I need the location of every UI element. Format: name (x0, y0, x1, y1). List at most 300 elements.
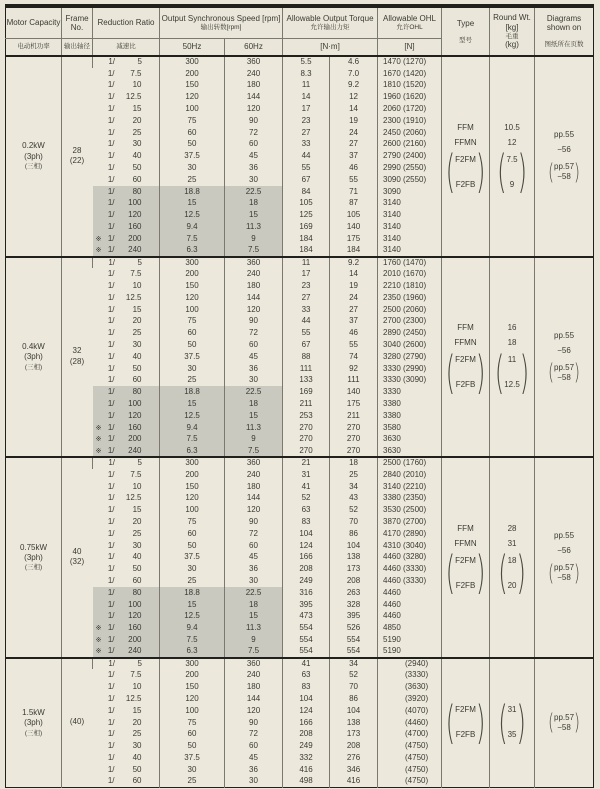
speed-50hz-cell: 100 (160, 103, 225, 115)
speed-50hz-cell: 60 (160, 528, 225, 540)
round-wt-unit: [kg] (505, 22, 519, 32)
reduction-ratio-cell: 1/ 30 (107, 340, 142, 350)
speed-50hz-cell: 30 (160, 363, 225, 375)
torque-60hz-cell: 52 (330, 504, 378, 516)
reduction-ratio-cell: 1/ 80 (93, 186, 160, 198)
speed-50hz-cell: 60 (160, 728, 225, 740)
speed-50hz-cell: 50 (160, 740, 225, 752)
reduction-ratio-cell: 1/ 120 (93, 410, 160, 422)
torque-60hz-cell: 416 (330, 776, 378, 788)
weight-cell-content: 10.5 12 ( 7.5 9 ) (497, 122, 527, 199)
torque-50hz-cell: 31 (283, 469, 330, 481)
speed-60hz-cell: 72 (225, 728, 283, 740)
torque-60hz-cell: 554 (330, 646, 378, 658)
speed-50hz-cell: 30 (160, 764, 225, 776)
torque-60hz-cell: 104 (330, 540, 378, 552)
torque-60hz-cell: 19 (330, 115, 378, 127)
torque-60hz-cell: 173 (330, 728, 378, 740)
torque-60hz-cell: 12 (330, 91, 378, 103)
torque-50hz-cell: 166 (283, 551, 330, 563)
speed-60hz-cell: 45 (225, 150, 283, 162)
speed-60hz-cell: 360 (225, 658, 283, 670)
table-header (6, 6, 594, 56)
torque-60hz-cell: 9.2 (330, 80, 378, 92)
frame-no-cell: 40 (32) (62, 457, 93, 658)
speed-50hz-cell: 50 (160, 139, 225, 151)
speed-60hz-cell: 22.5 (225, 186, 283, 198)
frame-no-label: Frame No. (65, 13, 89, 32)
torque-60hz-cell: 4.6 (330, 56, 378, 68)
speed-60hz-cell: 30 (225, 174, 283, 186)
torque-50hz-cell: 554 (283, 634, 330, 646)
col-header-type (442, 6, 490, 56)
torque-50hz-cell: 416 (283, 764, 330, 776)
torque-50hz-cell: 55 (283, 327, 330, 339)
speed-60hz-cell: 22.5 (225, 386, 283, 398)
torque-50hz-cell: 44 (283, 150, 330, 162)
reduction-ratio-cell: 1/ 100 (93, 599, 160, 611)
diagrams-cell (535, 658, 594, 788)
reduction-ratio-cell: 1/ 10 (107, 682, 142, 692)
reduction-ratio-cell: 1/ 12.5 (107, 493, 142, 503)
speed-50hz-cell: 100 (160, 705, 225, 717)
reduction-ratio-cell: ※ 1/ 240 (93, 245, 160, 257)
torque-60hz-cell: 7.0 (330, 68, 378, 80)
torque-50hz-cell: 55 (283, 162, 330, 174)
reduction-ratio-cell: 1/ 15 (107, 304, 142, 314)
col-header-round-wt (490, 6, 535, 56)
reduction-ratio-cell: 1/ 15 (107, 104, 142, 114)
round-wt-label: Round Wt. (493, 13, 531, 23)
torque-60hz-cell: 37 (330, 316, 378, 328)
speed-50hz-cell: 25 (160, 375, 225, 387)
ohl-cell: (4750) (378, 764, 442, 776)
speed-60hz-cell: 240 (225, 469, 283, 481)
reduction-ratio-cell: ※ 1/ 200 (93, 634, 160, 646)
speed-60hz-cell: 90 (225, 516, 283, 528)
torque-60hz-cell: 328 (330, 599, 378, 611)
speed-60hz-cell: 15 (225, 209, 283, 221)
speed-60hz-cell: 72 (225, 127, 283, 139)
reduction-ratio-cell: 1/ 12.5 (107, 92, 142, 102)
col-header-diagrams (535, 6, 594, 56)
col-header-reduction-ratio (93, 6, 160, 38)
speed-60hz-cell: 240 (225, 669, 283, 681)
torque-50hz-cell: 5.5 (283, 56, 330, 68)
ohl-cell: 4310 (3040) (378, 540, 442, 552)
reduction-ratio-cell: 1/ 40 (107, 351, 142, 361)
torque-50hz-cell: 33 (283, 139, 330, 151)
torque-60hz-cell: 270 (330, 445, 378, 457)
output-torque-label: Allowable Output Torque (286, 13, 374, 23)
torque-50hz-cell: 105 (283, 198, 330, 210)
col-header-ohl (378, 6, 442, 38)
label-n: [N] (404, 42, 415, 52)
type-label-cn: 型号 (459, 36, 473, 44)
weight-cell (490, 658, 535, 788)
table-row (6, 658, 594, 670)
speed-50hz-cell: 100 (160, 504, 225, 516)
label-50hz: 50Hz (182, 42, 202, 52)
speed-50hz-cell: 120 (160, 693, 225, 705)
torque-60hz-cell: 138 (330, 717, 378, 729)
torque-60hz-cell: 74 (330, 351, 378, 363)
type-cell (442, 257, 490, 458)
speed-50hz-cell: 75 (160, 717, 225, 729)
torque-60hz-cell: 24 (330, 292, 378, 304)
ohl-cell: 4460 (3330) (378, 575, 442, 587)
speed-60hz-cell: 144 (225, 492, 283, 504)
torque-60hz-cell: 24 (330, 127, 378, 139)
speed-50hz-cell: 120 (160, 91, 225, 103)
torque-50hz-cell: 332 (283, 752, 330, 764)
torque-50hz-cell: 184 (283, 233, 330, 245)
speed-50hz-cell: 37.5 (160, 752, 225, 764)
torque-60hz-cell: 27 (330, 304, 378, 316)
torque-50hz-cell: 23 (283, 280, 330, 292)
label-nm: [N·m] (320, 42, 340, 52)
frame-no-cell: (40) (62, 658, 93, 788)
torque-50hz-cell: 14 (283, 91, 330, 103)
speed-50hz-cell: 37.5 (160, 351, 225, 363)
speed-50hz-cell: 18.8 (160, 386, 225, 398)
speed-50hz-cell: 150 (160, 681, 225, 693)
col-header-n-unit (378, 38, 442, 56)
speed-50hz-cell: 50 (160, 339, 225, 351)
reduction-ratio-cell: 1/ 20 (107, 115, 142, 125)
type-cell (442, 56, 490, 257)
spec-table (5, 4, 594, 788)
speed-60hz-cell: 90 (225, 316, 283, 328)
ohl-cell: (3330) (378, 669, 442, 681)
reduction-ratio-cell: 1/ 30 (107, 741, 142, 751)
ohl-label-cn: 允许OHL (396, 23, 423, 31)
torque-50hz-cell: 63 (283, 669, 330, 681)
speed-60hz-cell: 9 (225, 434, 283, 446)
torque-60hz-cell: 526 (330, 622, 378, 634)
reduction-ratio-cell: 1/ 40 (107, 151, 142, 161)
col-header-frame-no (62, 6, 93, 38)
speed-60hz-cell: 7.5 (225, 245, 283, 257)
reduction-ratio-cell: 1/ 40 (107, 752, 142, 762)
ohl-cell: 3380 (378, 398, 442, 410)
speed-60hz-cell: 36 (225, 363, 283, 375)
torque-60hz-cell: 105 (330, 209, 378, 221)
torque-60hz-cell: 208 (330, 575, 378, 587)
ohl-cell: 3330 (2990) (378, 363, 442, 375)
reduction-ratio-cell: 1/ 25 (107, 127, 142, 137)
reduction-ratio-cell: 1/ 50 (107, 363, 142, 373)
reduction-ratio-cell: 1/ 15 (107, 505, 142, 515)
torque-50hz-cell: 208 (283, 563, 330, 575)
reduction-ratio-cell: 1/ 10 (107, 481, 142, 491)
speed-60hz-cell: 30 (225, 776, 283, 788)
ohl-cell: 1760 (1470) (378, 257, 442, 269)
torque-60hz-cell: 25 (330, 469, 378, 481)
speed-50hz-cell: 300 (160, 56, 225, 68)
ohl-cell: (4700) (378, 728, 442, 740)
ohl-cell: 4460 (378, 599, 442, 611)
torque-50hz-cell: 67 (283, 174, 330, 186)
ohl-cell: 1810 (1520) (378, 80, 442, 92)
torque-60hz-cell: 70 (330, 681, 378, 693)
speed-60hz-cell: 90 (225, 717, 283, 729)
diagrams-cell-content: pp.55 −56 ( pp.57 −58 ) (548, 330, 580, 386)
motor-capacity-cell: 0.2kW (3ph) (三相) (6, 56, 62, 257)
torque-60hz-cell: 175 (330, 233, 378, 245)
speed-60hz-cell: 60 (225, 339, 283, 351)
speed-60hz-cell: 180 (225, 80, 283, 92)
type-cell (442, 457, 490, 658)
speed-50hz-cell: 25 (160, 174, 225, 186)
torque-50hz-cell: 67 (283, 339, 330, 351)
header-row-top (6, 6, 594, 38)
reduction-ratio-cell: 1/ 7.5 (107, 469, 142, 479)
weight-cell-content: 28 31 ( 18 20 ) (498, 523, 526, 600)
ohl-cell: 2600 (2160) (378, 139, 442, 151)
reduction-ratio-cell: 1/ 7.5 (107, 670, 142, 680)
reduction-ratio-cell: 1/ 12.5 (107, 693, 142, 703)
torque-60hz-cell: 395 (330, 610, 378, 622)
speed-50hz-cell: 100 (160, 304, 225, 316)
round-wt-unit-cn: (kg) (505, 40, 519, 50)
col-header-frame-no-cn (62, 38, 93, 56)
speed-60hz-cell: 120 (225, 504, 283, 516)
speed-50hz-cell: 12.5 (160, 410, 225, 422)
reduction-ratio-cell: 1/ 7.5 (107, 68, 142, 78)
col-header-reduction-ratio-cn (93, 38, 160, 56)
torque-60hz-cell: 43 (330, 492, 378, 504)
ohl-cell: 2990 (2550) (378, 162, 442, 174)
speed-60hz-cell: 144 (225, 292, 283, 304)
reduction-ratio-cell: 1/ 120 (93, 209, 160, 221)
speed-60hz-cell: 60 (225, 740, 283, 752)
ohl-cell: 3580 (378, 422, 442, 434)
reduction-ratio-cell: 1/ 50 (107, 163, 142, 173)
speed-50hz-cell: 15 (160, 198, 225, 210)
reduction-ratio-cell: 1/ 10 (107, 80, 142, 90)
speed-60hz-cell: 36 (225, 162, 283, 174)
torque-50hz-cell: 554 (283, 622, 330, 634)
speed-50hz-cell: 18.8 (160, 587, 225, 599)
torque-60hz-cell: 9.2 (330, 257, 378, 269)
torque-60hz-cell: 86 (330, 693, 378, 705)
speed-60hz-cell: 144 (225, 91, 283, 103)
diagrams-cell-content: ( pp.57 −58 ) (548, 708, 580, 736)
reduction-ratio-cell: 1/ 5 (93, 658, 160, 670)
torque-50hz-cell: 83 (283, 681, 330, 693)
speed-60hz-cell: 180 (225, 481, 283, 493)
type-cell-content: ( F2FM F2FB ) (445, 696, 486, 750)
speed-60hz-cell: 120 (225, 304, 283, 316)
torque-60hz-cell: 46 (330, 162, 378, 174)
speed-60hz-cell: 60 (225, 139, 283, 151)
speed-50hz-cell: 12.5 (160, 209, 225, 221)
torque-50hz-cell: 8.3 (283, 68, 330, 80)
speed-60hz-cell: 144 (225, 693, 283, 705)
speed-60hz-cell: 360 (225, 457, 283, 469)
ohl-cell: 3140 (378, 221, 442, 233)
torque-60hz-cell: 138 (330, 551, 378, 563)
torque-60hz-cell: 184 (330, 245, 378, 257)
col-header-motor-capacity-cn (6, 38, 62, 56)
speed-60hz-cell: 180 (225, 681, 283, 693)
speed-60hz-cell: 45 (225, 551, 283, 563)
reduction-ratio-cell: 1/ 50 (107, 564, 142, 574)
torque-50hz-cell: 270 (283, 434, 330, 446)
torque-50hz-cell: 208 (283, 728, 330, 740)
table-body (6, 56, 594, 787)
ohl-cell: 2700 (2300) (378, 316, 442, 328)
ohl-cell: (4460) (378, 717, 442, 729)
ohl-cell: 3630 (378, 434, 442, 446)
motor-capacity-label: Motor Capacity (6, 18, 61, 28)
torque-60hz-cell: 52 (330, 669, 378, 681)
reduction-ratio-cell: 1/ 5 (93, 257, 160, 269)
table-row (6, 56, 594, 68)
reduction-ratio-cell: ※ 1/ 200 (93, 233, 160, 245)
speed-50hz-cell: 25 (160, 776, 225, 788)
speed-50hz-cell: 200 (160, 68, 225, 80)
torque-60hz-cell: 71 (330, 186, 378, 198)
speed-50hz-cell: 300 (160, 257, 225, 269)
speed-50hz-cell: 6.3 (160, 245, 225, 257)
speed-50hz-cell: 6.3 (160, 646, 225, 658)
diagrams-label: Diagrams shown on (546, 13, 582, 33)
ohl-cell: (2940) (378, 658, 442, 670)
table-row (6, 457, 594, 469)
ohl-cell: 2060 (1720) (378, 103, 442, 115)
speed-50hz-cell: 200 (160, 268, 225, 280)
type-cell-content: FFM FFMN ( F2FM F2FB ) (445, 523, 486, 600)
speed-60hz-cell: 360 (225, 56, 283, 68)
torque-60hz-cell: 211 (330, 410, 378, 422)
speed-60hz-cell: 90 (225, 115, 283, 127)
speed-60hz-cell: 240 (225, 68, 283, 80)
weight-cell (490, 257, 535, 458)
torque-50hz-cell: 11 (283, 80, 330, 92)
ohl-cell: 3630 (378, 445, 442, 457)
frame-no-cell: 32 (28) (62, 257, 93, 458)
col-header-nm-unit (283, 38, 378, 56)
torque-50hz-cell: 498 (283, 776, 330, 788)
reduction-ratio-cell: 1/ 80 (93, 386, 160, 398)
torque-60hz-cell: 270 (330, 434, 378, 446)
reduction-ratio-cell: 1/ 60 (107, 174, 142, 184)
ohl-cell: 4460 (3330) (378, 563, 442, 575)
diagrams-cell (535, 457, 594, 658)
torque-50hz-cell: 111 (283, 363, 330, 375)
speed-50hz-cell: 15 (160, 398, 225, 410)
ohl-cell: 2010 (1670) (378, 268, 442, 280)
torque-60hz-cell: 70 (330, 516, 378, 528)
torque-60hz-cell: 14 (330, 268, 378, 280)
reduction-ratio-cell: 1/ 120 (93, 610, 160, 622)
torque-50hz-cell: 270 (283, 445, 330, 457)
speed-60hz-cell: 30 (225, 575, 283, 587)
torque-50hz-cell: 44 (283, 316, 330, 328)
torque-60hz-cell: 46 (330, 327, 378, 339)
torque-50hz-cell: 33 (283, 304, 330, 316)
speed-60hz-cell: 45 (225, 752, 283, 764)
torque-50hz-cell: 27 (283, 292, 330, 304)
ohl-cell: 1470 (1270) (378, 56, 442, 68)
speed-50hz-cell: 300 (160, 457, 225, 469)
torque-50hz-cell: 125 (283, 209, 330, 221)
speed-50hz-cell: 6.3 (160, 445, 225, 457)
torque-50hz-cell: 133 (283, 375, 330, 387)
reduction-ratio-cell: 1/ 50 (107, 764, 142, 774)
torque-60hz-cell: 87 (330, 198, 378, 210)
speed-50hz-cell: 150 (160, 80, 225, 92)
weight-cell-content: ( 31 35 ) (498, 696, 526, 750)
weight-cell (490, 56, 535, 257)
motor-capacity-cell: 0.75kW (3ph) (三相) (6, 457, 62, 658)
torque-50hz-cell: 11 (283, 257, 330, 269)
ohl-cell: 2500 (2060) (378, 304, 442, 316)
output-torque-label-cn: 允许输出力矩 (310, 23, 350, 31)
ohl-cell: 4850 (378, 622, 442, 634)
reduction-ratio-cell: 1/ 60 (107, 776, 142, 786)
frame-no-label-cn: 输出轴径 (64, 43, 90, 51)
speed-60hz-cell: 360 (225, 257, 283, 269)
speed-50hz-cell: 37.5 (160, 150, 225, 162)
speed-50hz-cell: 50 (160, 540, 225, 552)
ohl-cell: 1670 (1420) (378, 68, 442, 80)
torque-60hz-cell: 140 (330, 386, 378, 398)
speed-50hz-cell: 150 (160, 481, 225, 493)
output-speed-label: Output Synchronous Speed [rpm] (161, 13, 281, 23)
type-label: Type (456, 18, 475, 28)
torque-50hz-cell: 473 (283, 610, 330, 622)
reduction-ratio-cell: 1/ 20 (107, 516, 142, 526)
label-60hz: 60Hz (244, 42, 263, 52)
speed-60hz-cell: 7.5 (225, 646, 283, 658)
ohl-cell: 3380 (378, 410, 442, 422)
ohl-cell: 3140 (378, 233, 442, 245)
speed-60hz-cell: 15 (225, 410, 283, 422)
speed-60hz-cell: 36 (225, 764, 283, 776)
torque-50hz-cell: 21 (283, 457, 330, 469)
ohl-cell: 5190 (378, 634, 442, 646)
speed-50hz-cell: 60 (160, 127, 225, 139)
torque-50hz-cell: 249 (283, 740, 330, 752)
speed-60hz-cell: 45 (225, 351, 283, 363)
reduction-ratio-cell: 1/ 25 (107, 528, 142, 538)
reduction-ratio-cell: 1/ 30 (107, 139, 142, 149)
ohl-cell: (3630) (378, 681, 442, 693)
ohl-cell: 3040 (2600) (378, 339, 442, 351)
torque-60hz-cell: 92 (330, 363, 378, 375)
torque-60hz-cell: 276 (330, 752, 378, 764)
torque-50hz-cell: 211 (283, 398, 330, 410)
spacer (535, 32, 593, 40)
speed-50hz-cell: 200 (160, 669, 225, 681)
torque-60hz-cell: 34 (330, 481, 378, 493)
ohl-cell: 2890 (2450) (378, 327, 442, 339)
ohl-cell: 4460 (378, 610, 442, 622)
ohl-cell: 3090 (378, 186, 442, 198)
torque-50hz-cell: 84 (283, 186, 330, 198)
torque-60hz-cell: 263 (330, 587, 378, 599)
speed-60hz-cell: 9 (225, 634, 283, 646)
ohl-cell: 4460 (378, 587, 442, 599)
reduction-ratio-cell: ※ 1/ 160 (93, 422, 160, 434)
torque-50hz-cell: 88 (283, 351, 330, 363)
speed-60hz-cell: 120 (225, 705, 283, 717)
reduction-ratio-cell: 1/ 7.5 (107, 269, 142, 279)
speed-60hz-cell: 18 (225, 398, 283, 410)
